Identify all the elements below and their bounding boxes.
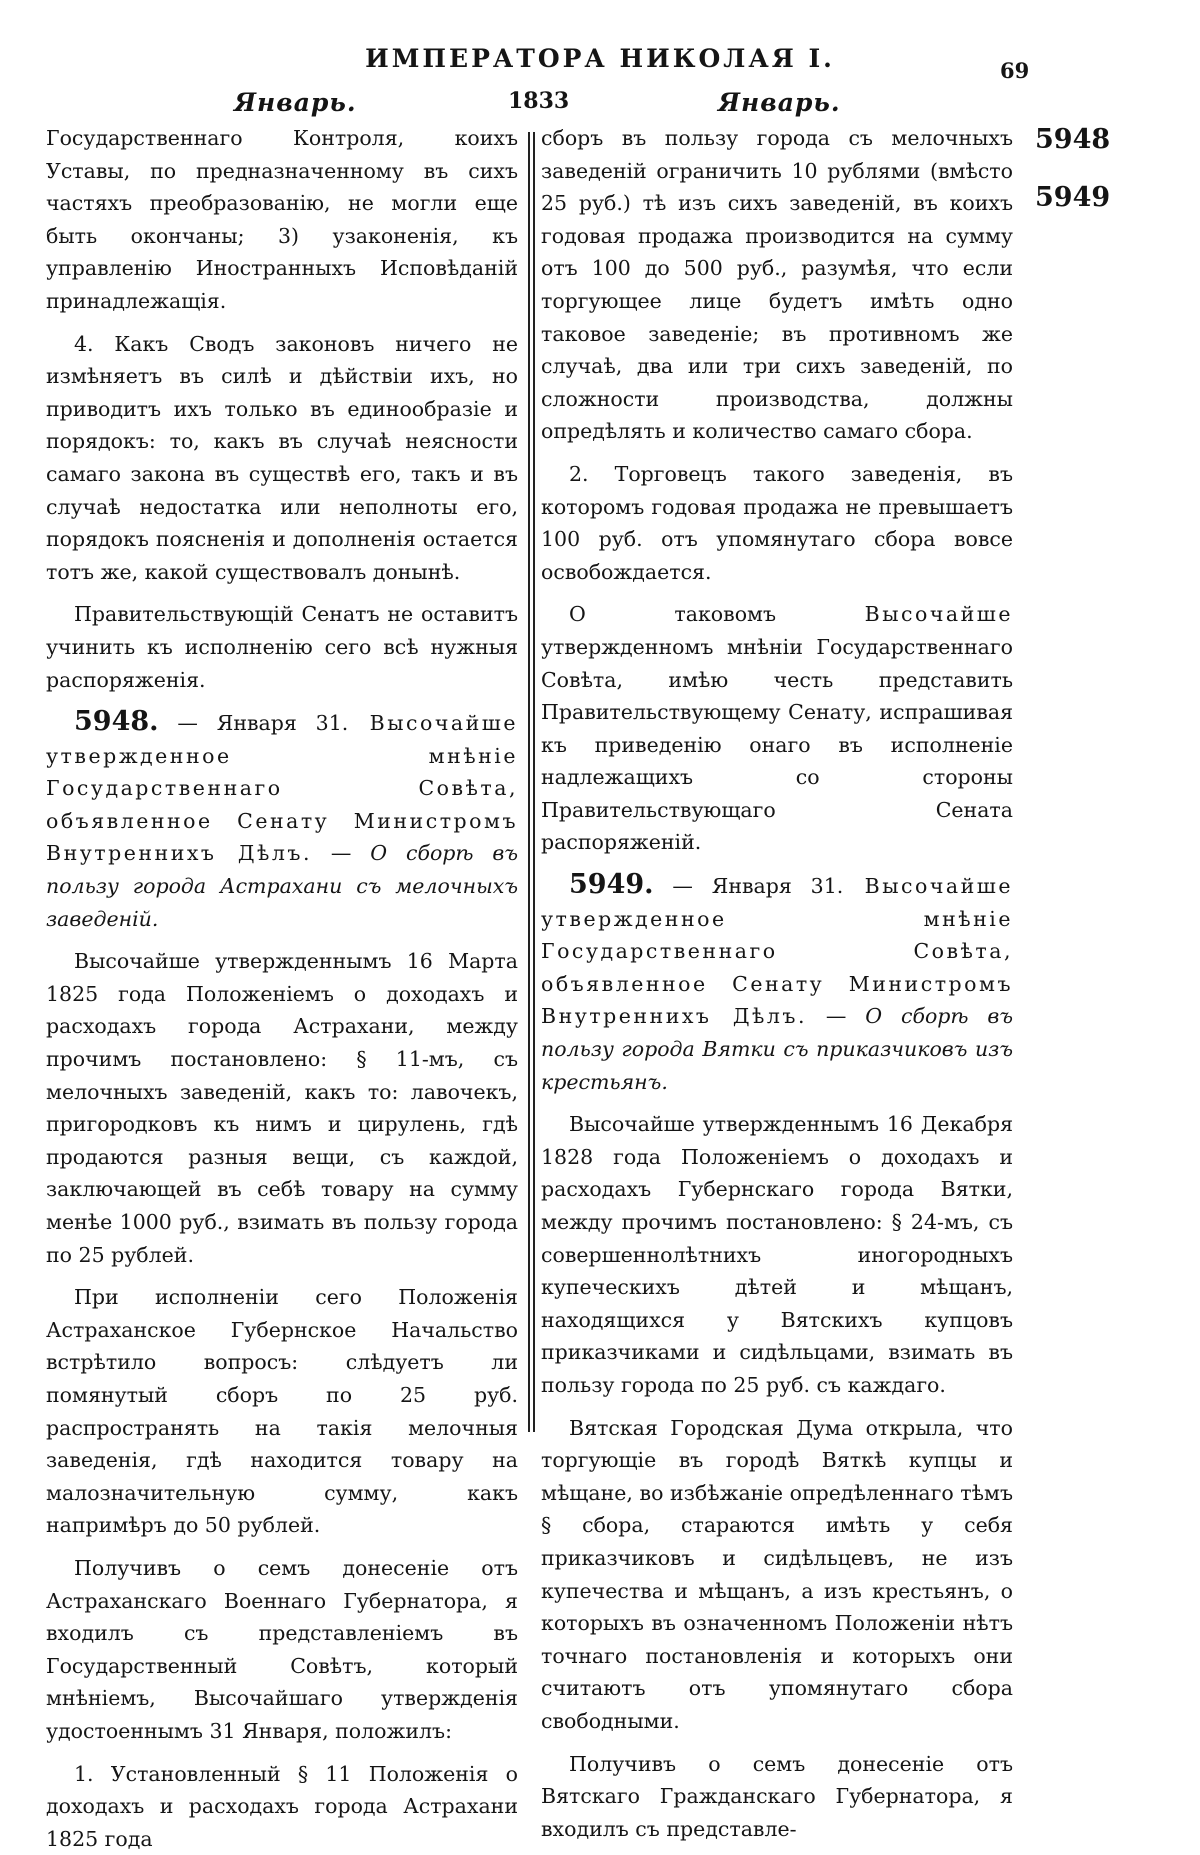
article-heading-5948 [46,706,518,935]
dash: — [159,711,217,735]
column-divider [528,132,530,1432]
page-number: 69 [1000,58,1029,83]
article-source: Высочайше утвержденное мнѣніе Государственнаго Совѣта, объявленное Сенату Министромъ Внутреннихъ Дѣлъ. [541,874,1013,1028]
text: О таковомъ [569,602,865,626]
running-title: ИМПЕРАТОРА НИКОЛАЯ I. [0,44,1200,73]
article-date: Января 31. [217,711,349,735]
paragraph: сборъ въ пользу города съ мелочныхъ заведеній ограничить 10 рублями (вмѣсто 25 руб.) тѣ изъ сихъ заведеній, въ коихъ годовая продажа производится на сумму отъ 100 до 500 руб., разумѣя, что если торгующее лице будетъ имѣть одно таковое заведеніе; въ противномъ же случаѣ, два или три сихъ заведеній, по сложности производства, должны опредѣлять и количество самаго сбора. [541,122,1013,448]
article-number: 5948. [74,706,159,737]
article-title: О сборѣ въ пользу города Вятки съ приказчиковъ изъ крестьянъ. [541,1004,1013,1093]
paragraph: При исполненіи сего Положенія Астраханское Губернское Начальство встрѣтило вопросъ: слѣдуетъ ли помянутый сборъ по 25 руб. распространять на такія мелочныя заведенія, гдѣ находится товару на малозначительную сумму, какъ напримѣръ до 50 рублей. [46,1281,518,1542]
paragraph: Государственнаго Контроля, коихъ Уставы, по предназначенному въ сихъ частяхъ преобразованію, не могли еще быть окончаны; 3) узаконенія, къ управленію Иностранныхъ Исповѣданій принадлежащія. [46,122,518,318]
paragraph: Получивъ о семъ донесеніе отъ Астраханскаго Военнаго Губернатора, я входилъ съ представленіемъ въ Государственный Совѣтъ, который мнѣніемъ, Высочайшаго утвержденія удостоеннымъ 31 Января, положилъ: [46,1552,518,1748]
right-column [541,122,1013,1845]
text: утвержденномъ мнѣніи Государственнаго Совѣта, имѣю честь представить Правительствующему Сенату, испрашивая къ приведенію онаго въ исполненіе надлежащихъ со стороны Правительствующаго Сената распоряженій. [541,635,1013,855]
paragraph: Получивъ о семъ донесеніе отъ Вятскаго Гражданскаго Губернатора, я входилъ съ представле- [541,1748,1013,1846]
article-date: Января 31. [712,874,844,898]
margin-article-number: 5949 [1035,182,1110,213]
article-number: 5949. [569,869,654,900]
left-month-heading: Январь. [234,88,357,117]
paragraph [541,598,1013,859]
text-spaced: Высочайше [865,602,1013,626]
right-month-heading: Январь. [718,88,841,117]
paragraph: Высочайше утвержденнымъ 16 Декабря 1828 года Положеніемъ о доходахъ и расходахъ Губернскаго города Вятки, между прочимъ постановлено: § 24-мъ, съ совершеннолѣтнихъ иногородныхъ купеческихъ дѣтей и мѣщанъ, находящихся у Вятскихъ купцовъ приказчиками и сидѣльцами, взимать въ пользу города по 25 руб. съ каждаго. [541,1108,1013,1401]
article-heading-5949 [541,869,1013,1098]
left-column [46,122,518,1855]
year-heading: 1833 [508,88,569,114]
paragraph: Высочайше утвержденнымъ 16 Марта 1825 года Положеніемъ о доходахъ и расходахъ города Астрахани, между прочимъ постановлено: § 11-мъ, съ мелочныхъ заведеній, какъ то: лавочекъ, пригородковъ къ нимъ и цирулень, гдѣ продаются разныя вещи, съ каждой, заключающей въ себѣ товару на сумму менѣе 1000 руб., взимать въ пользу города по 25 рублей. [46,945,518,1271]
column-divider [533,132,535,1432]
dash: — [807,1004,865,1028]
article-source: Высочайше утвержденное мнѣніе Государственнаго Совѣта, объявленное Сенату Министромъ Внутреннихъ Дѣлъ. [46,711,518,865]
dash: — [312,841,370,865]
article-title: О сборѣ въ пользу города Астрахани съ мелочныхъ заведеній. [46,841,518,930]
paragraph: 4. Какъ Сводъ законовъ ничего не измѣняетъ въ силѣ и дѣйствіи ихъ, но приводитъ ихъ только въ единообразіе и порядокъ: то, какъ въ случаѣ неясности самаго закона въ существѣ его, такъ и въ случаѣ недостатка или неполноты его, порядокъ поясненія и дополненія остается тотъ же, какой существовалъ донынѣ. [46,328,518,589]
margin-article-number: 5948 [1035,124,1110,155]
paragraph: 2. Торговецъ такого заведенія, въ которомъ годовая продажа не превышаетъ 100 руб. отъ упомянутаго сбора вовсе освобождается. [541,458,1013,588]
paragraph: Правительствующій Сенатъ не оставитъ учинить къ исполненію сего всѣ нужныя распоряженія. [46,598,518,696]
paragraph: 1. Установленный § 11 Положенія о доходахъ и расходахъ города Астрахани 1825 года [46,1758,518,1855]
dash: — [654,874,712,898]
paragraph: Вятская Городская Дума открыла, что торгующіе въ городѣ Вяткѣ купцы и мѣщане, во избѣжаніе опредѣленнаго тѣмъ § сбора, стараются имѣть у себя приказчиковъ и сидѣльцевъ, не изъ купечества и мѣщанъ, а изъ крестьянъ, о которыхъ въ означенномъ Положеніи нѣтъ точнаго постановленія и которыхъ они считаютъ отъ упомянутаго сбора свободными. [541,1412,1013,1738]
